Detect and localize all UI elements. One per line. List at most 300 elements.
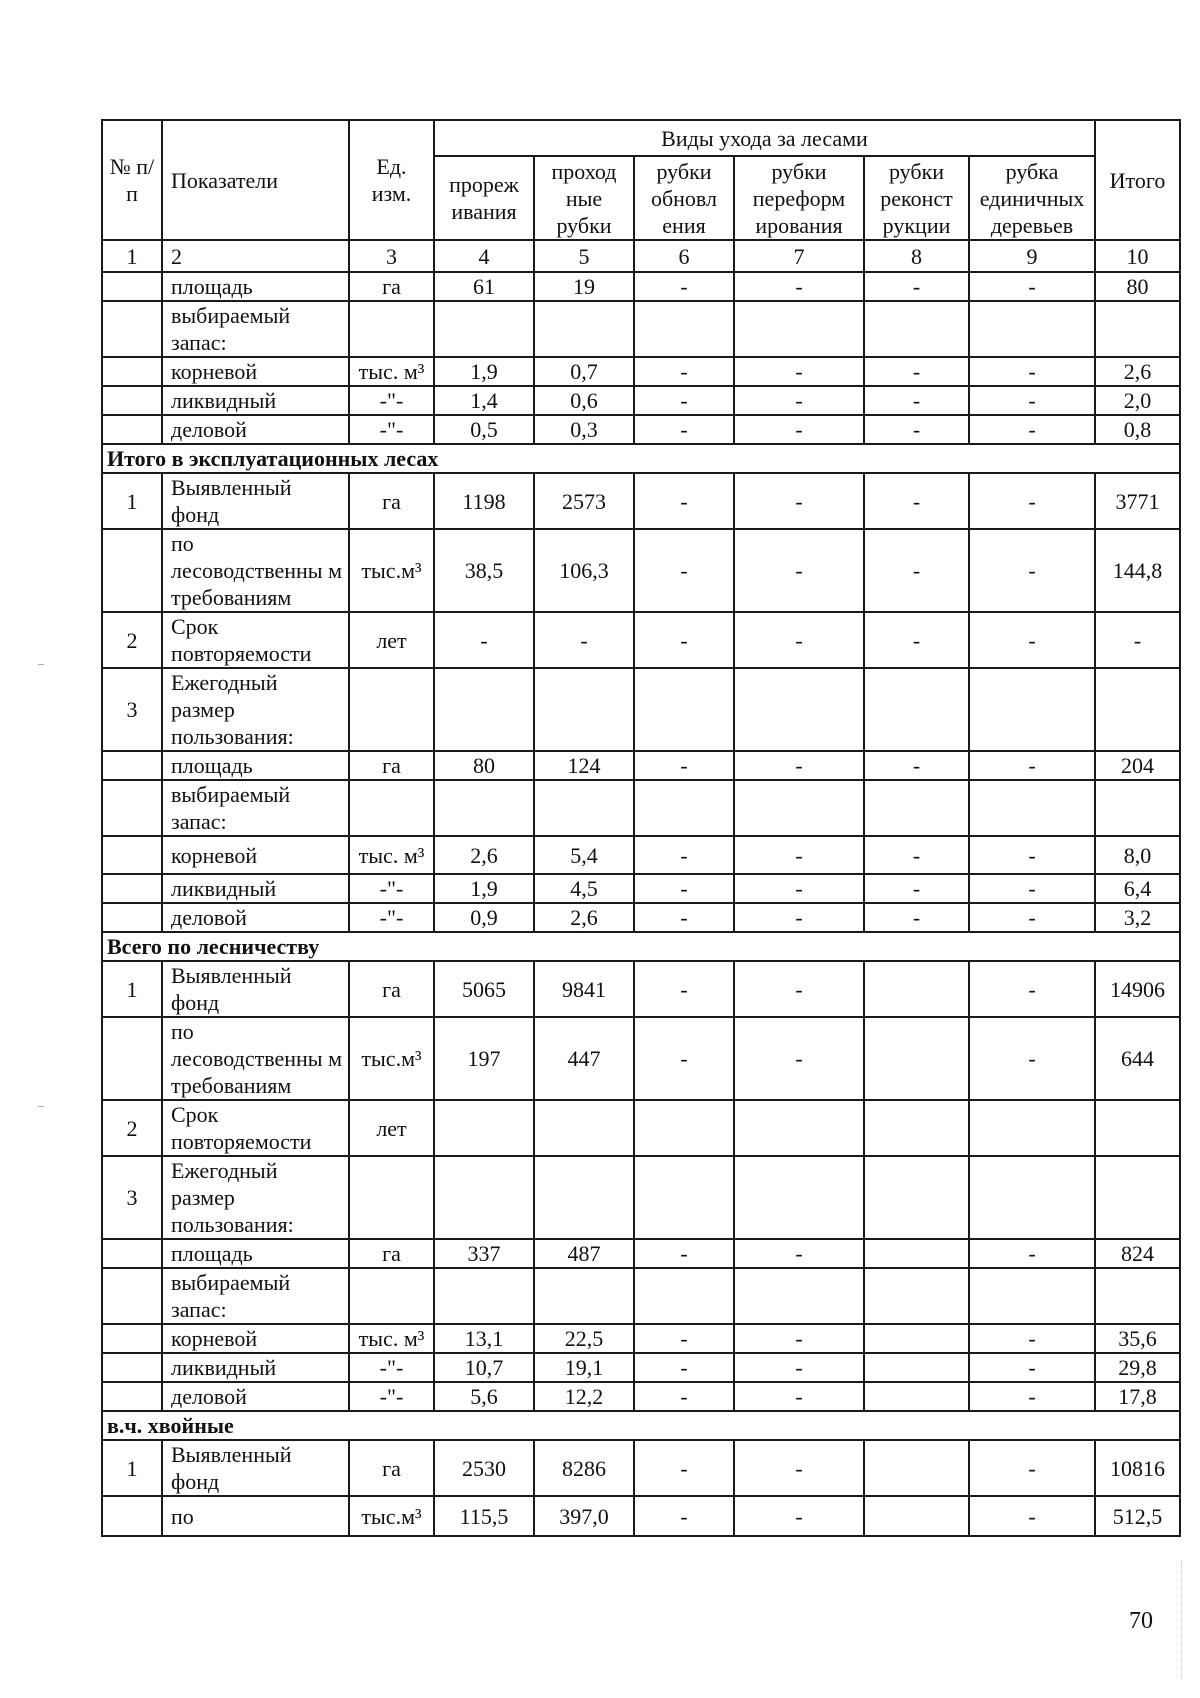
col-number: 3 (349, 240, 434, 272)
total-cell: 512,5 (1095, 1496, 1180, 1536)
value-cell: - (634, 1017, 734, 1100)
value-cell: 12,2 (534, 1382, 634, 1411)
value-cell: - (864, 874, 969, 903)
row-number-cell (102, 1268, 162, 1324)
col-number: 7 (734, 240, 864, 272)
value-cell (434, 780, 534, 836)
table-row (102, 1100, 1180, 1156)
unit-cell: -"- (349, 874, 434, 903)
value-cell: 106,3 (534, 529, 634, 612)
row-number-cell (102, 415, 162, 444)
indicator-cell: Выявленный фонд (162, 961, 349, 1017)
table-row (102, 1440, 1180, 1496)
unit-cell: га (349, 1440, 434, 1496)
table-row (102, 386, 1180, 415)
header-unit: Ед. изм. (349, 120, 434, 240)
value-cell: 80 (434, 751, 534, 780)
value-cell: - (634, 874, 734, 903)
value-cell: - (634, 751, 734, 780)
row-number-cell (102, 1017, 162, 1100)
value-cell: 0,3 (534, 415, 634, 444)
value-cell: - (734, 1017, 864, 1100)
value-cell (734, 1268, 864, 1324)
value-cell: - (634, 961, 734, 1017)
total-cell: 35,6 (1095, 1324, 1180, 1353)
value-cell (969, 301, 1095, 357)
value-cell: 5,6 (434, 1382, 534, 1411)
value-cell: - (969, 1353, 1095, 1382)
total-cell: 3771 (1095, 473, 1180, 529)
table-row (102, 961, 1180, 1017)
value-cell (969, 1268, 1095, 1324)
row-number-cell (102, 1239, 162, 1268)
value-cell (864, 1100, 969, 1156)
value-cell: - (534, 612, 634, 668)
value-cell: 8286 (534, 1440, 634, 1496)
value-cell: - (969, 612, 1095, 668)
value-cell (734, 1156, 864, 1239)
table-row (102, 1017, 1180, 1100)
value-cell: - (634, 612, 734, 668)
value-cell: 0,9 (434, 903, 534, 932)
row-number-cell: 1 (102, 1440, 162, 1496)
col-number: 5 (534, 240, 634, 272)
table-row (102, 1268, 1180, 1324)
value-cell: - (734, 1324, 864, 1353)
value-cell: - (969, 473, 1095, 529)
forest-care-table (101, 119, 1181, 1537)
row-number-cell (102, 874, 162, 903)
total-cell (1095, 1100, 1180, 1156)
scan-edge-mark (38, 664, 44, 665)
row-number-cell (102, 1353, 162, 1382)
value-cell: - (864, 612, 969, 668)
value-cell (969, 1156, 1095, 1239)
indicator-cell: корневой (162, 836, 349, 874)
value-cell (969, 668, 1095, 751)
row-number-cell (102, 386, 162, 415)
value-cell: - (734, 1353, 864, 1382)
value-cell (969, 1100, 1095, 1156)
table-row (102, 780, 1180, 836)
unit-cell: -"- (349, 1353, 434, 1382)
table-row (102, 529, 1180, 612)
value-cell: - (734, 836, 864, 874)
total-cell (1095, 1156, 1180, 1239)
indicator-cell: корневой (162, 357, 349, 386)
value-cell (734, 780, 864, 836)
value-cell: - (969, 1440, 1095, 1496)
page-number: 70 (1129, 1608, 1153, 1634)
value-cell: 2,6 (434, 836, 534, 874)
value-cell: - (634, 1382, 734, 1411)
row-number-cell (102, 272, 162, 301)
table-row (102, 836, 1180, 874)
row-number-cell (102, 529, 162, 612)
value-cell: - (864, 386, 969, 415)
value-cell: 397,0 (534, 1496, 634, 1536)
header-type-3: рубки обновл ения (634, 156, 734, 240)
table-body (102, 272, 1180, 1536)
unit-cell: тыс. м³ (349, 1324, 434, 1353)
value-cell: - (969, 272, 1095, 301)
value-cell: - (634, 903, 734, 932)
value-cell: - (734, 386, 864, 415)
unit-cell (349, 1268, 434, 1324)
col-number: 9 (969, 240, 1095, 272)
total-cell: 14906 (1095, 961, 1180, 1017)
table-row (102, 1353, 1180, 1382)
value-cell (534, 1156, 634, 1239)
unit-cell: -"- (349, 386, 434, 415)
section-title: Всего по лесничеству (102, 932, 1180, 961)
indicator-cell: корневой (162, 1324, 349, 1353)
value-cell (864, 1239, 969, 1268)
value-cell: 2573 (534, 473, 634, 529)
value-cell: - (734, 272, 864, 301)
unit-cell: -"- (349, 415, 434, 444)
value-cell: 0,7 (534, 357, 634, 386)
value-cell (864, 961, 969, 1017)
row-number-cell: 3 (102, 668, 162, 751)
indicator-cell: деловой (162, 1382, 349, 1411)
total-cell: 644 (1095, 1017, 1180, 1100)
value-cell: 1,4 (434, 386, 534, 415)
scan-edge-dots (1179, 1560, 1182, 1680)
value-cell: - (864, 529, 969, 612)
unit-cell (349, 301, 434, 357)
value-cell: - (864, 836, 969, 874)
total-cell: 204 (1095, 751, 1180, 780)
value-cell: 38,5 (434, 529, 534, 612)
total-cell: 144,8 (1095, 529, 1180, 612)
section-header-row (102, 932, 1180, 961)
value-cell (969, 780, 1095, 836)
unit-cell: тыс.м³ (349, 1017, 434, 1100)
unit-cell: га (349, 272, 434, 301)
value-cell (434, 1100, 534, 1156)
total-cell: - (1095, 612, 1180, 668)
value-cell: - (864, 473, 969, 529)
table-row (102, 612, 1180, 668)
unit-cell: лет (349, 612, 434, 668)
value-cell: - (634, 1239, 734, 1268)
row-number-cell: 2 (102, 612, 162, 668)
header-type-2: проход ные рубки (534, 156, 634, 240)
value-cell: - (734, 415, 864, 444)
value-cell: - (734, 903, 864, 932)
indicator-cell: ликвидный (162, 1353, 349, 1382)
unit-cell: тыс. м³ (349, 357, 434, 386)
total-cell (1095, 780, 1180, 836)
value-cell: - (634, 473, 734, 529)
indicator-cell: выбираемый запас: (162, 780, 349, 836)
total-cell (1095, 1268, 1180, 1324)
header-type-6: рубка единичных деревьев (969, 156, 1095, 240)
row-number-cell (102, 357, 162, 386)
value-cell (534, 668, 634, 751)
value-cell: - (634, 1324, 734, 1353)
value-cell (734, 301, 864, 357)
row-number-cell (102, 1324, 162, 1353)
total-cell: 29,8 (1095, 1353, 1180, 1382)
value-cell: 10,7 (434, 1353, 534, 1382)
value-cell: - (864, 272, 969, 301)
unit-cell: тыс.м³ (349, 529, 434, 612)
table-row (102, 874, 1180, 903)
value-cell: 5,4 (534, 836, 634, 874)
value-cell: 337 (434, 1239, 534, 1268)
table-row (102, 473, 1180, 529)
header-type-5: рубки реконст рукции (864, 156, 969, 240)
value-cell: 2530 (434, 1440, 534, 1496)
indicator-cell: ликвидный (162, 386, 349, 415)
table-row (102, 1496, 1180, 1536)
value-cell: - (969, 1496, 1095, 1536)
value-cell: - (969, 1382, 1095, 1411)
table-row (102, 301, 1180, 357)
indicator-cell: Ежегодный размер пользования: (162, 1156, 349, 1239)
value-cell: - (734, 751, 864, 780)
table-row (102, 903, 1180, 932)
indicator-cell: площадь (162, 1239, 349, 1268)
table-row (102, 1156, 1180, 1239)
value-cell: - (969, 903, 1095, 932)
total-cell: 3,2 (1095, 903, 1180, 932)
value-cell: 447 (534, 1017, 634, 1100)
value-cell: - (734, 1440, 864, 1496)
total-cell (1095, 668, 1180, 751)
table-row (102, 1239, 1180, 1268)
indicator-cell: Выявленный фонд (162, 1440, 349, 1496)
row-number-cell: 1 (102, 473, 162, 529)
row-number-cell (102, 780, 162, 836)
value-cell: - (864, 357, 969, 386)
total-cell: 6,4 (1095, 874, 1180, 903)
section-title: Итого в эксплуатационных лесах (102, 444, 1180, 473)
value-cell (634, 668, 734, 751)
row-number-cell (102, 1382, 162, 1411)
value-cell: - (734, 1382, 864, 1411)
indicator-cell: Срок повторяемости (162, 1100, 349, 1156)
value-cell: 1,9 (434, 357, 534, 386)
value-cell: 1,9 (434, 874, 534, 903)
col-number: 10 (1095, 240, 1180, 272)
value-cell: 61 (434, 272, 534, 301)
value-cell (864, 1156, 969, 1239)
row-number-cell (102, 1496, 162, 1536)
header-type-4: рубки переформ ирования (734, 156, 864, 240)
unit-cell (349, 668, 434, 751)
value-cell: - (634, 272, 734, 301)
col-number: 6 (634, 240, 734, 272)
total-cell: 824 (1095, 1239, 1180, 1268)
value-cell: 13,1 (434, 1324, 534, 1353)
value-cell: - (969, 386, 1095, 415)
value-cell (434, 668, 534, 751)
value-cell: - (634, 529, 734, 612)
section-title: в.ч. хвойные (102, 1411, 1180, 1440)
indicator-cell: Срок повторяемости (162, 612, 349, 668)
value-cell: 9841 (534, 961, 634, 1017)
value-cell: - (634, 415, 734, 444)
value-cell: - (734, 612, 864, 668)
value-cell (534, 1268, 634, 1324)
total-cell: 80 (1095, 272, 1180, 301)
value-cell: - (969, 836, 1095, 874)
value-cell: 5065 (434, 961, 534, 1017)
value-cell: 124 (534, 751, 634, 780)
value-cell (864, 1382, 969, 1411)
unit-cell: тыс.м³ (349, 1496, 434, 1536)
value-cell: - (969, 357, 1095, 386)
value-cell: 0,5 (434, 415, 534, 444)
indicator-cell: деловой (162, 415, 349, 444)
table-row (102, 357, 1180, 386)
unit-cell (349, 780, 434, 836)
header-type-1: прореж ивания (434, 156, 534, 240)
col-number: 2 (162, 240, 349, 272)
table-row (102, 751, 1180, 780)
value-cell (864, 668, 969, 751)
unit-cell: -"- (349, 903, 434, 932)
value-cell: 487 (534, 1239, 634, 1268)
value-cell: 19,1 (534, 1353, 634, 1382)
unit-cell: лет (349, 1100, 434, 1156)
value-cell: - (734, 529, 864, 612)
unit-cell: -"- (349, 1382, 434, 1411)
table-row (102, 668, 1180, 751)
unit-cell: тыс. м³ (349, 836, 434, 874)
value-cell (864, 1324, 969, 1353)
value-cell (434, 1268, 534, 1324)
value-cell: - (969, 1239, 1095, 1268)
total-cell: 10816 (1095, 1440, 1180, 1496)
indicator-cell: площадь (162, 272, 349, 301)
value-cell: - (734, 357, 864, 386)
value-cell: - (864, 751, 969, 780)
header-num: № п/п (102, 120, 162, 240)
value-cell: - (969, 874, 1095, 903)
value-cell: 115,5 (434, 1496, 534, 1536)
indicator-cell: площадь (162, 751, 349, 780)
total-cell: 0,8 (1095, 415, 1180, 444)
col-number: 8 (864, 240, 969, 272)
indicator-cell: ликвидный (162, 874, 349, 903)
value-cell (864, 1353, 969, 1382)
indicator-cell: Выявленный фонд (162, 473, 349, 529)
value-cell: - (634, 386, 734, 415)
value-cell: - (864, 903, 969, 932)
value-cell: - (734, 961, 864, 1017)
header-types-title: Виды ухода за лесами (434, 120, 1095, 156)
col-number: 4 (434, 240, 534, 272)
value-cell: 1198 (434, 473, 534, 529)
value-cell: - (969, 529, 1095, 612)
indicator-cell: выбираемый запас: (162, 301, 349, 357)
value-cell (634, 1100, 734, 1156)
total-cell: 2,0 (1095, 386, 1180, 415)
total-cell: 17,8 (1095, 1382, 1180, 1411)
indicator-cell: по (162, 1496, 349, 1536)
row-number-cell (102, 903, 162, 932)
value-cell: 4,5 (534, 874, 634, 903)
value-cell (634, 301, 734, 357)
row-number-cell: 1 (102, 961, 162, 1017)
value-cell: - (634, 1353, 734, 1382)
unit-cell: га (349, 751, 434, 780)
value-cell: 197 (434, 1017, 534, 1100)
section-header-row (102, 444, 1180, 473)
header-indicators: Показатели (162, 120, 349, 240)
total-cell: 8,0 (1095, 836, 1180, 874)
value-cell: - (434, 612, 534, 668)
total-cell: 2,6 (1095, 357, 1180, 386)
scan-edge-mark (38, 1106, 44, 1107)
col-number: 1 (102, 240, 162, 272)
section-header-row (102, 1411, 1180, 1440)
value-cell: - (969, 961, 1095, 1017)
value-cell: - (734, 1496, 864, 1536)
value-cell: 2,6 (534, 903, 634, 932)
value-cell (864, 301, 969, 357)
indicator-cell: Ежегодный размер пользования: (162, 668, 349, 751)
value-cell: - (634, 1496, 734, 1536)
value-cell (864, 1017, 969, 1100)
table-header (102, 120, 1180, 272)
value-cell (864, 780, 969, 836)
value-cell (864, 1268, 969, 1324)
unit-cell: га (349, 473, 434, 529)
unit-cell (349, 1156, 434, 1239)
value-cell: - (634, 357, 734, 386)
value-cell (534, 1100, 634, 1156)
value-cell: 19 (534, 272, 634, 301)
total-cell (1095, 301, 1180, 357)
table-row (102, 272, 1180, 301)
unit-cell: га (349, 961, 434, 1017)
value-cell (634, 1268, 734, 1324)
value-cell (634, 780, 734, 836)
unit-cell: га (349, 1239, 434, 1268)
table-row (102, 415, 1180, 444)
column-number-row (102, 240, 1180, 272)
row-number-cell: 2 (102, 1100, 162, 1156)
value-cell (534, 780, 634, 836)
value-cell: - (734, 473, 864, 529)
value-cell (434, 301, 534, 357)
value-cell: - (734, 1239, 864, 1268)
value-cell: - (634, 836, 734, 874)
value-cell (864, 1440, 969, 1496)
value-cell (534, 301, 634, 357)
row-number-cell: 3 (102, 1156, 162, 1239)
indicator-cell: деловой (162, 903, 349, 932)
row-number-cell (102, 751, 162, 780)
indicator-cell: по лесоводственны м требованиям (162, 529, 349, 612)
indicator-cell: выбираемый запас: (162, 1268, 349, 1324)
table-row (102, 1382, 1180, 1411)
value-cell: - (969, 1017, 1095, 1100)
value-cell: 22,5 (534, 1324, 634, 1353)
value-cell: - (864, 415, 969, 444)
table-row (102, 1324, 1180, 1353)
value-cell: - (634, 1440, 734, 1496)
value-cell (734, 668, 864, 751)
value-cell (734, 1100, 864, 1156)
indicator-cell: по лесоводственны м требованиям (162, 1017, 349, 1100)
value-cell: - (734, 874, 864, 903)
